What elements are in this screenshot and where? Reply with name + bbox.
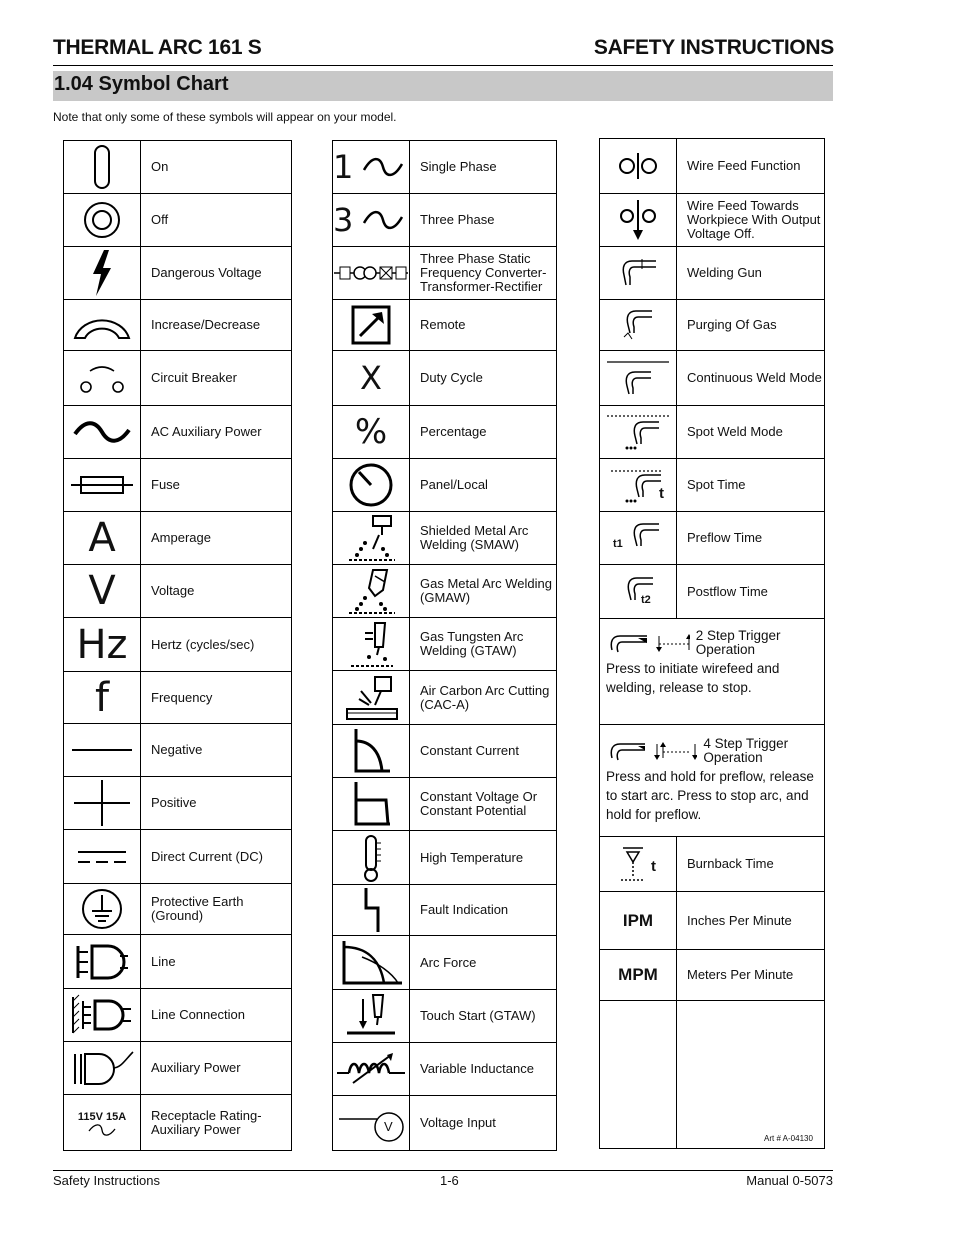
table-row	[600, 247, 825, 300]
label: On	[141, 141, 292, 194]
table-row	[64, 1095, 292, 1151]
label: Line	[141, 935, 292, 989]
table-row	[333, 671, 557, 725]
table-row	[600, 300, 825, 351]
label: Off	[141, 194, 292, 247]
table-row	[600, 837, 825, 892]
auxiliary-power-icon	[64, 1042, 141, 1095]
circuit-breaker-icon	[64, 351, 141, 406]
header-rule	[53, 65, 833, 66]
fuse-icon	[64, 459, 141, 512]
remote-icon	[333, 300, 410, 351]
label: Hertz (cycles/sec)	[141, 618, 292, 672]
table-row	[600, 619, 825, 725]
label: Panel/Local	[410, 459, 557, 512]
label: Inches Per Minute	[677, 892, 825, 950]
table-row	[64, 672, 292, 724]
table-row	[64, 777, 292, 830]
table-row	[600, 892, 825, 950]
footer-rule	[53, 1170, 833, 1171]
panel-local-icon	[333, 459, 410, 512]
fault-indication-icon	[333, 885, 410, 936]
label: Gas Metal Arc Welding (GMAW)	[410, 565, 557, 618]
label: Duty Cycle	[410, 351, 557, 406]
label: Line Connection	[141, 989, 292, 1042]
label: Amperage	[141, 512, 292, 565]
label: Constant Voltage Or Constant Potential	[410, 778, 557, 831]
table-row	[600, 459, 825, 512]
off-icon	[64, 194, 141, 247]
trigger-2step-cell	[600, 619, 825, 725]
trigger-2step-title: 2 Step Trigger Operation	[695, 628, 781, 657]
label: Arc Force	[410, 936, 557, 990]
single-phase-icon: 1	[333, 141, 410, 194]
table-row	[333, 936, 557, 990]
variable-inductance-icon	[333, 1043, 410, 1096]
voltage-icon: V	[64, 565, 141, 618]
label: Constant Current	[410, 725, 557, 778]
trigger-2step-desc: Press to initiate wirefeed and welding, release to stop.	[606, 661, 780, 695]
table-row	[64, 351, 292, 406]
label: Negative	[141, 724, 292, 777]
symbol-table-2	[332, 140, 557, 1151]
wire-feed-function-icon	[600, 139, 677, 194]
ipm-icon: IPM	[600, 892, 677, 950]
trigger-4step-desc: Press and hold for preflow, release to start arc. Press to stop arc, and hold for preflow.	[606, 769, 814, 822]
table-row	[64, 141, 292, 194]
footer-right: Manual 0-5073	[746, 1173, 833, 1188]
three-phase-converter-icon	[333, 247, 410, 300]
table-row	[333, 300, 557, 351]
header-section: SAFETY INSTRUCTIONS	[593, 36, 834, 59]
positive-icon	[64, 777, 141, 830]
table-row	[64, 194, 292, 247]
table-row	[64, 512, 292, 565]
label: Wire Feed Towards Workpiece With Output Voltage Off.	[677, 194, 825, 247]
label: Continuous Weld Mode	[677, 351, 825, 406]
preflow-time-icon: t1	[600, 512, 677, 565]
table-row	[64, 724, 292, 777]
table-row	[333, 1043, 557, 1096]
line-connection-icon	[64, 989, 141, 1042]
increase-decrease-icon	[64, 300, 141, 351]
footer-left: Safety Instructions	[53, 1173, 160, 1188]
duty-cycle-icon: X	[333, 351, 410, 406]
constant-voltage-icon	[333, 778, 410, 831]
table-row	[64, 989, 292, 1042]
table-row	[333, 1096, 557, 1151]
table-row	[333, 831, 557, 885]
table-row	[64, 830, 292, 884]
table-row	[64, 618, 292, 672]
table-row	[64, 406, 292, 459]
label: Touch Start (GTAW)	[410, 990, 557, 1043]
ac-auxiliary-power-icon	[64, 406, 141, 459]
touch-start-icon	[333, 990, 410, 1043]
three-phase-icon: 3	[333, 194, 410, 247]
hertz-icon: Hz	[64, 618, 141, 672]
receptacle-rating-icon	[64, 1095, 141, 1151]
table-row	[64, 884, 292, 935]
label: Gas Tungsten Arc Welding (GTAW)	[410, 618, 557, 671]
percentage-icon: %	[333, 406, 410, 459]
table-row	[333, 512, 557, 565]
purging-gas-icon	[600, 300, 677, 351]
label: Remote	[410, 300, 557, 351]
air-carbon-arc-icon	[333, 671, 410, 725]
label: Spot Weld Mode	[677, 406, 825, 459]
empty-cell	[677, 1001, 825, 1149]
table-row	[64, 935, 292, 989]
page-number: 1-6	[440, 1173, 459, 1188]
trigger-2step-icon	[653, 632, 689, 654]
spot-weld-icon	[600, 406, 677, 459]
trigger-4step-title: 4 Step Trigger Operation	[703, 736, 789, 765]
label: Three Phase	[410, 194, 557, 247]
label: Direct Current (DC)	[141, 830, 292, 884]
gmaw-icon	[333, 565, 410, 618]
direct-current-icon	[64, 830, 141, 884]
table-row	[333, 247, 557, 300]
label: High Temperature	[410, 831, 557, 885]
on-icon	[64, 141, 141, 194]
table-row	[333, 565, 557, 618]
table-row	[333, 778, 557, 831]
table-row	[600, 139, 825, 194]
trigger-gun-icon	[606, 740, 645, 762]
label: Spot Time	[677, 459, 825, 512]
continuous-weld-icon	[600, 351, 677, 406]
negative-icon	[64, 724, 141, 777]
label: Protective Earth (Ground)	[141, 884, 292, 935]
label: Postflow Time	[677, 565, 825, 619]
label: Wire Feed Function	[677, 139, 825, 194]
gtaw-icon	[333, 618, 410, 671]
header-title: THERMAL ARC 161 S	[53, 36, 262, 59]
rating-text: 115V 15A	[77, 1110, 127, 1123]
label: Increase/Decrease	[141, 300, 292, 351]
spot-time-icon: t	[600, 459, 677, 512]
table-row	[600, 406, 825, 459]
mpm-icon: MPM	[600, 950, 677, 1001]
symbol-table-1	[63, 140, 292, 1151]
table-row	[64, 1042, 292, 1095]
label: Frequency	[141, 672, 292, 724]
table-row	[600, 194, 825, 247]
label: Voltage Input	[410, 1096, 557, 1151]
line-icon	[64, 935, 141, 989]
constant-current-icon	[333, 725, 410, 778]
label: Auxiliary Power	[141, 1042, 292, 1095]
table-row	[333, 351, 557, 406]
label: Three Phase Static Frequency Converter- Transformer-Rectifier	[410, 247, 557, 300]
symbol-table-3	[599, 138, 825, 1149]
label: Purging Of Gas	[677, 300, 825, 351]
frequency-icon: f	[64, 672, 141, 724]
table-row	[333, 618, 557, 671]
trigger-4step-cell	[600, 725, 825, 837]
smaw-icon	[333, 512, 410, 565]
table-row	[64, 565, 292, 618]
label: Single Phase	[410, 141, 557, 194]
table-row	[64, 459, 292, 512]
table-row	[333, 885, 557, 936]
table-row	[333, 194, 557, 247]
label: Voltage	[141, 565, 292, 618]
arc-force-icon	[333, 936, 410, 990]
high-temperature-icon	[333, 831, 410, 885]
table-row	[600, 950, 825, 1001]
label: Percentage	[410, 406, 557, 459]
table-row	[64, 247, 292, 300]
voltage-input-icon: V	[333, 1096, 410, 1151]
label: Receptacle Rating- Auxiliary Power	[141, 1095, 292, 1151]
label: Shielded Metal Arc Welding (SMAW)	[410, 512, 557, 565]
table-row	[600, 1001, 825, 1149]
trigger-4step-icon	[651, 740, 698, 762]
table-row	[600, 351, 825, 406]
label: Fault Indication	[410, 885, 557, 936]
label: Positive	[141, 777, 292, 830]
protective-earth-icon	[64, 884, 141, 935]
burnback-time-icon: t	[600, 837, 677, 892]
dangerous-voltage-icon	[64, 247, 141, 300]
label: Fuse	[141, 459, 292, 512]
trigger-gun-icon	[606, 632, 647, 654]
note-text: Note that only some of these symbols will appear on your model.	[53, 110, 397, 124]
table-row	[600, 565, 825, 619]
table-row	[333, 725, 557, 778]
amperage-icon: A	[64, 512, 141, 565]
table-row	[600, 725, 825, 837]
art-number: Art # A-04130	[764, 1134, 813, 1143]
label: Welding Gun	[677, 247, 825, 300]
wire-feed-towards-icon	[600, 194, 677, 247]
label: Meters Per Minute	[677, 950, 825, 1001]
table-row	[333, 141, 557, 194]
label: AC Auxiliary Power	[141, 406, 292, 459]
table-row	[600, 512, 825, 565]
label: Variable Inductance	[410, 1043, 557, 1096]
label: Preflow Time	[677, 512, 825, 565]
empty-cell	[600, 1001, 677, 1149]
postflow-time-icon: t2	[600, 565, 677, 619]
table-row	[333, 459, 557, 512]
welding-gun-icon	[600, 247, 677, 300]
label: Circuit Breaker	[141, 351, 292, 406]
label: Dangerous Voltage	[141, 247, 292, 300]
label: Air Carbon Arc Cutting (CAC-A)	[410, 671, 557, 725]
table-row	[333, 990, 557, 1043]
table-row	[333, 406, 557, 459]
section-title: 1.04 Symbol Chart	[54, 73, 229, 95]
table-row	[64, 300, 292, 351]
label: Burnback Time	[677, 837, 825, 892]
